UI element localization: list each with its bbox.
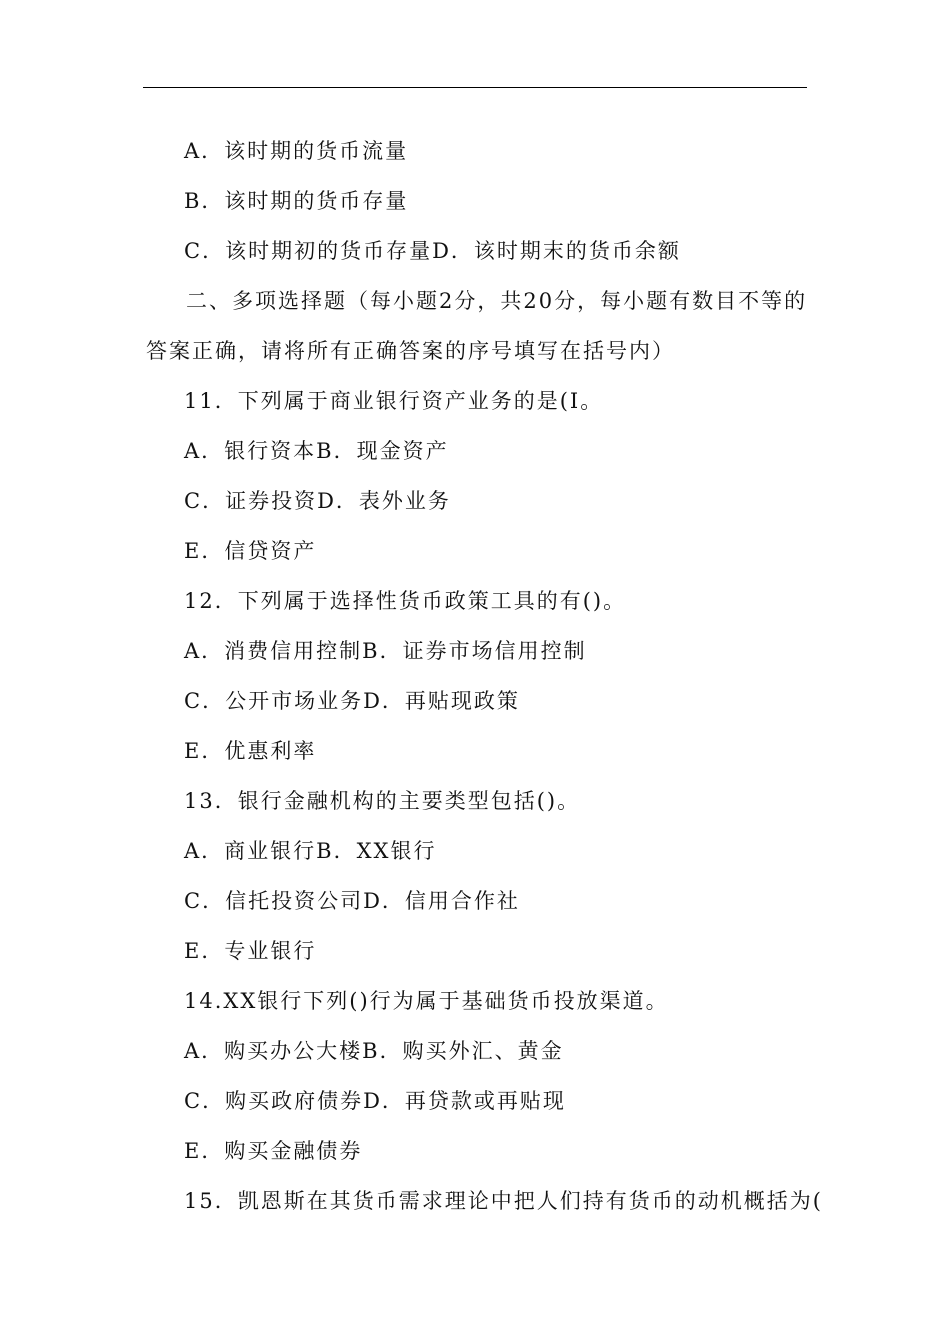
section-heading-cont: 答案正确，请将所有正确答案的序号填写在括号内） [146,339,675,363]
question-14: 14.XX银行下列()行为属于基础货币投放渠道。 [184,989,669,1013]
option-line: C．证券投资D．表外业务 [184,489,451,513]
option-line: C．该时期初的货币存量D．该时期末的货币余额 [184,239,681,263]
option-line: E．信贷资产 [184,539,317,563]
question-12: 12．下列属于选择性货币政策工具的有()。 [184,589,627,613]
option-line: A．消费信用控制B．证券市场信用控制 [184,639,587,663]
option-line: C．购买政府债券D．再贷款或再贴现 [184,1089,566,1113]
option-line: A．银行资本B．现金资产 [184,439,449,463]
option-line: C．公开市场业务D．再贴现政策 [184,689,520,713]
option-line: C．信托投资公司D．信用合作社 [184,889,520,913]
question-11: 11．下列属于商业银行资产业务的是(I。 [184,389,604,413]
option-line: E．专业银行 [184,939,317,963]
section-heading: 二、多项选择题（每小题2分，共20分，每小题有数目不等的 [186,289,808,313]
question-15: 15．凯恩斯在其货币需求理论中把人们持有货币的动机概括为( [184,1189,823,1213]
option-line: A．该时期的货币流量 [184,139,409,163]
option-line: A．购买办公大楼B．购买外汇、黄金 [184,1039,564,1063]
option-line: E．优惠利率 [184,739,317,763]
header-rule [143,87,807,88]
option-line: B．该时期的货币存量 [184,189,409,213]
option-line: A．商业银行B．XX银行 [184,839,437,863]
option-line: E．购买金融债券 [184,1139,363,1163]
question-13: 13．银行金融机构的主要类型包括()。 [184,789,581,813]
